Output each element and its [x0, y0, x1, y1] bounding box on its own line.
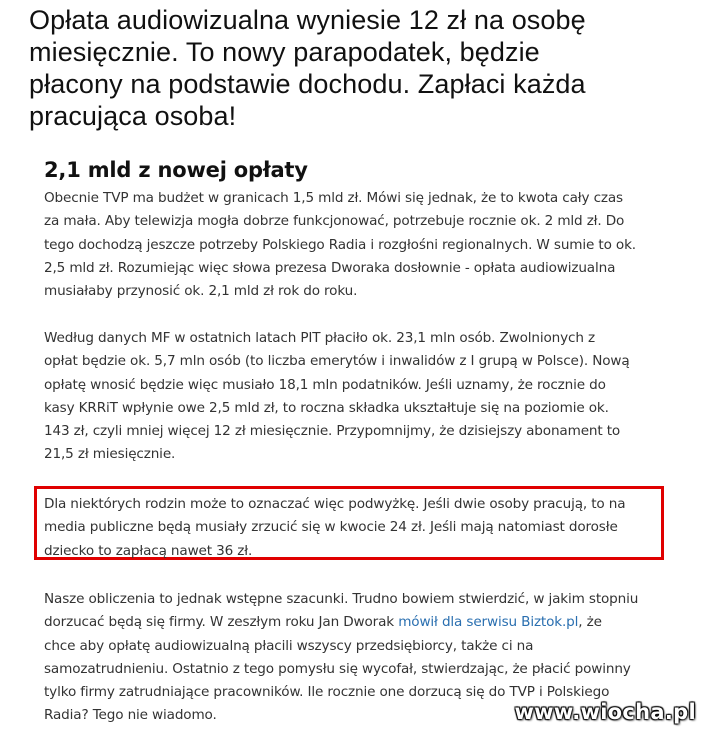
paragraph-budget: Obecnie TVP ma budżet w granicach 1,5 mld zł. Mówi się jednak, że to kwota cały czas za mała. Aby telewizja mogła dobrze funkcjonować, potrzebuje rocznie ok. 2 mld zł. Do tego dochodzą jeszcze potrzeby Polskiego Radia i rozgłośni regionalnych. W sumie to ok. 2,5 mld zł. Rozumiejąc więc słowa prezesa Dworaka dosłownie - opłata audiowizualna musiałaby przynosić ok. 2,1 mld zł rok do roku.: [44, 190, 636, 300]
biztok-link[interactable]: mówił dla serwisu Biztok.pl: [398, 614, 579, 631]
headline-line: Opłata audiowizualna wyniesie 12 zł na osobę: [29, 5, 586, 35]
paragraph-taxpayers: Według danych MF w ostatnich latach PIT płaciło ok. 23,1 mln osób. Zwolnionych z opłat będzie ok. 5,7 mln osób (to liczba emerytów i inwalidów z I grupą w Polsce). Nową opłatę wnosić będzie więc musiało 18,1 mln podatników. Jeśli uznamy, że rocznie do kasy KRRiT wpłynie owe 2,5 mld zł, to roczna składka ukształtuje się na poziomie ok. 143 zł, czyli mniej więcej 12 zł miesięcznie. Przypomnijmy, że dzisiejszy abonament to 21,5 zł miesięcznie.: [44, 330, 630, 463]
paragraph-highlighted: Dla niektórych rodzin może to oznaczać więc podwyżkę. Jeśli dwie osoby pracują, to na media publiczne będą musiały zrzucić się w kwocie 24 zł. Jeśli mają natomiast dorosłe dziecko to zapłacą nawet 36 zł.: [44, 496, 626, 559]
watermark-logo: www.wiocha.pl: [514, 700, 696, 724]
paragraph-estimates: Nasze obliczenia to jednak wstępne szacunki. Trudno bowiem stwierdzić, w jakim stopniu dorzucać będą się firmy. W zeszłym roku Jan Dworak mówił dla serwisu Biztok.pl, że chce aby opłatę audiowizualną płacili wszyscy przedsiębiorcy, także ci na samozatrudnieniu. Ostatnio z tego pomysłu się wycofał, stwierdzając, że płacić powinny tylko firmy zatrudniające pracowników. Ile rocznie one dorzucą się do TVP i Polskiego Radia? Tego nie wiadomo.: [44, 591, 639, 724]
headline-line: płacony na podstawie dochodu. Zapłaci każda: [29, 69, 586, 99]
section-subheading: 2,1 mld z nowej opłaty: [44, 158, 308, 182]
article-headline: [29, 4, 699, 132]
headline-line: pracująca osoba!: [29, 101, 237, 131]
headline-line: miesięcznie. To nowy parapodatek, będzie: [29, 37, 540, 67]
